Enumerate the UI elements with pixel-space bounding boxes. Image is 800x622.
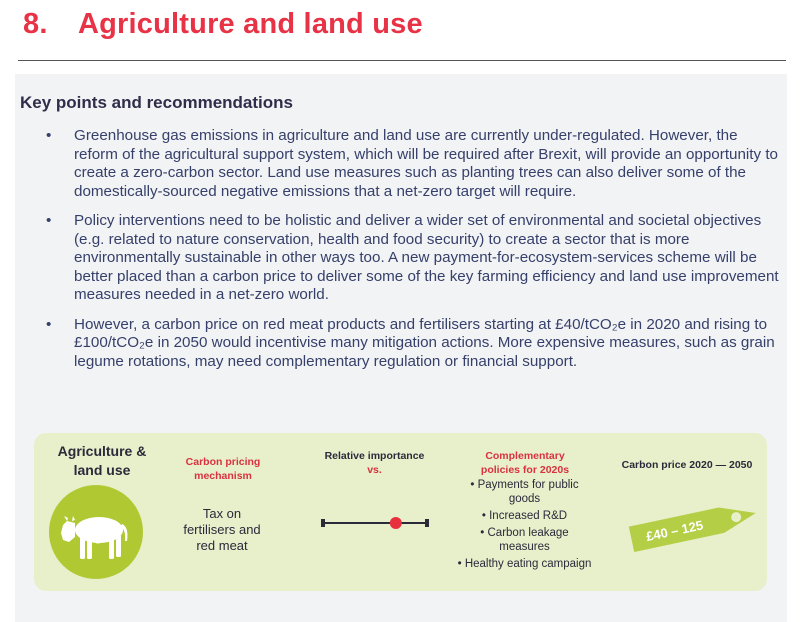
policies-list bbox=[437, 478, 612, 574]
policy-line: measures bbox=[499, 541, 550, 553]
policy-item bbox=[437, 478, 612, 506]
sector-label bbox=[50, 442, 154, 480]
key-points-heading: Key points and recommendations bbox=[20, 93, 293, 112]
importance-scale bbox=[320, 513, 430, 533]
scale-end-left bbox=[321, 519, 325, 527]
price-heading: Carbon price 2020 — 2050 bbox=[621, 459, 753, 471]
policy-line: • Carbon leakage bbox=[480, 527, 569, 539]
sector-label-line: land use bbox=[73, 462, 131, 478]
policy-item bbox=[437, 509, 612, 523]
policy-line: goods bbox=[508, 493, 541, 505]
key-point-item bbox=[20, 127, 780, 201]
key-point-item bbox=[20, 212, 780, 305]
price-range-text: £40 – 125 bbox=[644, 517, 705, 545]
policies-heading-line: Complementary bbox=[485, 450, 565, 462]
importance-heading bbox=[307, 449, 442, 477]
key-points-list bbox=[20, 127, 780, 382]
key-point-text: However, a carbon price on red meat products and fertilisers starting at £40/tCO₂e in 2020 and rising to £100/tCO₂e in 2050 would incentivise many mitigation actions. More expensive measures, such as grain legume rotations, may need complementary regulation or financial support. bbox=[74, 315, 775, 370]
bullet-icon: • bbox=[46, 212, 52, 229]
mechanism-heading-line: mechanism bbox=[194, 470, 252, 482]
bullet-icon: • bbox=[46, 315, 52, 333]
scale-end-right bbox=[425, 519, 429, 527]
cow-badge bbox=[49, 485, 143, 579]
cow-icon bbox=[49, 485, 143, 579]
mechanism-heading-line: Carbon pricing bbox=[185, 456, 261, 468]
policies-heading bbox=[460, 449, 590, 477]
section-title bbox=[23, 8, 423, 41]
mechanism-text bbox=[180, 506, 264, 554]
policy-line: • Payments for public bbox=[470, 479, 579, 491]
section-number: 8. bbox=[23, 8, 48, 40]
mechanism-heading bbox=[178, 455, 268, 483]
policy-item bbox=[437, 557, 612, 571]
importance-vs: vs. bbox=[367, 464, 382, 476]
policy-line: • Healthy eating campaign bbox=[457, 558, 592, 570]
section-title-text: Agriculture and land use bbox=[78, 8, 423, 40]
mechanism-text-line: Tax on bbox=[202, 506, 242, 521]
sector-label-line: Agriculture & bbox=[57, 443, 147, 459]
mechanism-text-line: red meat bbox=[196, 538, 248, 553]
title-divider bbox=[18, 60, 786, 61]
policy-line: • Increased R&D bbox=[481, 510, 568, 522]
price-tag bbox=[622, 490, 777, 560]
mechanism-text-line: fertilisers and bbox=[183, 522, 261, 537]
key-point-item bbox=[20, 316, 780, 372]
key-point-text: Greenhouse gas emissions in agriculture and land use are currently under-regulated. However, the reform of the agricultural support system, which will be required after Brexit, will provide an opportunity to create a zero-carbon sector. Land use measures such as planting trees can also deliver some of the domestically-sourced negative emissions that a net-zero target will require. bbox=[74, 127, 779, 200]
key-point-text: Policy interventions need to be holistic and deliver a wider set of environmental and societal objectives (e.g. related to nature conservation, health and food security) to create a sector that is more environmentally sustainable in other ways too. A new payment-for-ecosystem-services scheme will be better placed than a carbon price to deliver some of the key farming efficiency and land use improvement measures needed in a net-zero world. bbox=[74, 212, 779, 303]
bullet-icon: • bbox=[46, 127, 52, 144]
importance-marker bbox=[390, 517, 402, 529]
policies-heading-line: policies for 2020s bbox=[480, 464, 570, 476]
policy-item bbox=[437, 526, 612, 554]
importance-heading-line: Relative importance bbox=[324, 450, 425, 462]
